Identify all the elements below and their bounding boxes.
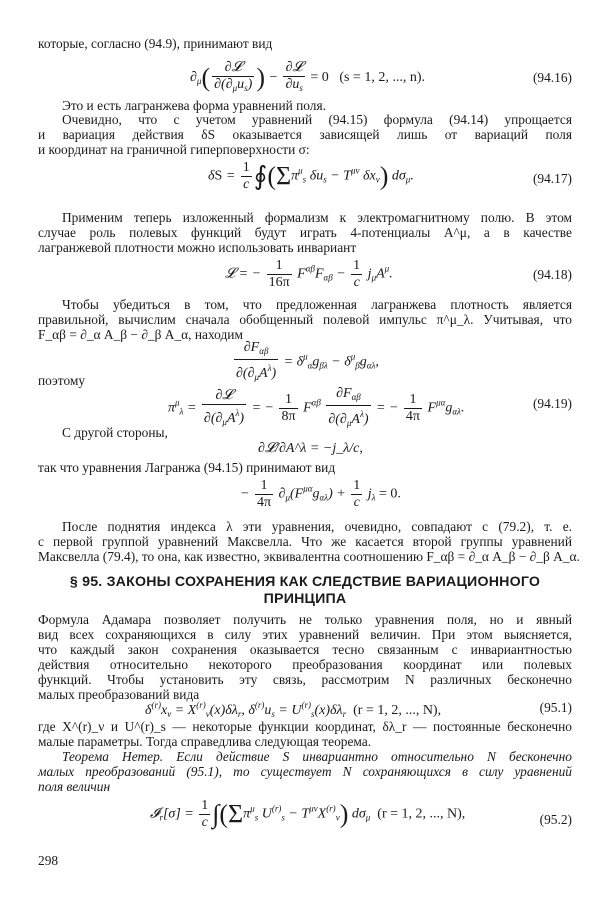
equation-number: (95.1) xyxy=(539,700,572,715)
equation-number: (94.17) xyxy=(532,171,572,186)
theorem-line: малых преобразований (95.1), то существует N сохраняющихся в силу уравнений xyxy=(38,764,572,779)
text-line: Очевидно, что с учетом уравнений (94.15) формула (94.14) упрощается xyxy=(62,112,572,127)
equation-lagrangian-derivative: ∂𝓛/∂A^λ = −j_λ/c, xyxy=(258,441,363,456)
text-line: действия относительно некоторого преобразования координат или полевых xyxy=(38,657,572,672)
theorem-line: поля величин xyxy=(38,779,111,794)
text-line: и вариация действия δS оказывается зависящей лишь от вариаций поля xyxy=(38,127,572,142)
text-line: Это и есть лагранжева форма уравнений поля. xyxy=(62,98,327,113)
text-line: С другой стороны, xyxy=(62,425,168,440)
equation-number: (94.16) xyxy=(532,70,572,85)
equation-94-19: $\pi^\mu_\lambda$ = $\frac{\text{∂𝓛}}{\partial(\partial_\mu A^\lambda)}$ = − $\frac{1}{8\pi}$ $F^{\alpha\beta}$ $\frac{\partial F_{\alpha\beta}}{\partial(\partial_\mu A^\lambda)}$ = − $\frac{1}{4\pi}$ $F^{\mu\alpha}g_{\alpha\lambda}$. xyxy=(168,386,465,428)
text-line: где X^(r)_ν и U^(r)_s — некоторые функции координат, δλ_r — постоянные бесконечно xyxy=(38,719,572,734)
equation-number: (95.2) xyxy=(539,812,572,827)
text-line: с первой группой уравнений Максвелла. Что же касается второй группы уравнений xyxy=(38,534,572,549)
theorem-line: Теорема Нетер. Если действие S инвариантно относительно N бесконечно xyxy=(62,749,572,764)
text-line: случае роль полевых функций будут играть 4-потенциалы A^μ, а в качестве xyxy=(38,225,572,240)
equation-94-17: δS = $\frac{1}{c}$ $∮(\Sigma\pi^\mu_s$ $\delta u_s - T^{\mu\nu}$ $\delta x_\nu$) $d\sigma_\mu$. xyxy=(208,160,414,192)
text-line: правильной, вычислим сначала обобщенный полевой импульс π^μ_λ. Учитывая, что xyxy=(38,312,572,327)
equation-lagrange: − $\frac{1}{4\pi}$ $\partial_\mu(F^{\mu\alpha}g_{\alpha\lambda})$ + $\frac{1}{c}$ $j_\lambda = 0$. xyxy=(240,478,401,510)
text-line: малых преобразований вида xyxy=(38,687,200,702)
section-heading: § 95. ЗАКОНЫ СОХРАНЕНИЯ КАК СЛЕДСТВИЕ ВАРИАЦИОННОГО xyxy=(69,574,541,590)
text-line: лагранжевой плотности можно использовать инвариант xyxy=(38,240,357,255)
text-line: поэтому xyxy=(38,373,86,388)
text-line: которые, согласно (94.9), принимают вид xyxy=(38,36,273,51)
text-line: функций. Чтобы установить эту связь, рассмотрим N различных бесконечно xyxy=(38,672,572,687)
text-line: Чтобы убедиться в том, что предложенная лагранжева плотность является xyxy=(62,297,572,312)
text-line: так что уравнения Лагранжа (94.15) принимают вид xyxy=(38,460,336,475)
equation-94-18: 𝓛 = − $\frac{1}{16\pi}$ $F^{\alpha\beta}F_{\alpha\beta}$ − $\frac{1}{c}$ $j_\mu A^\mu$. xyxy=(225,258,393,290)
equation-field-derivative: $\frac{\partial F_{\alpha\beta}}{\partial(\partial_\mu A^\lambda)}$ = $\delta^\mu_\alpha g_{\beta\lambda} - \delta^\mu_\beta g_{\alpha\lambda}$, xyxy=(236,340,379,382)
text-line: вид всех сохраняющихся в силу этих уравнений величин. При этом выясняется, xyxy=(38,627,572,642)
text-line: Применим теперь изложенный формализм к электромагнитному полю. В этом xyxy=(62,210,572,225)
text-line: После поднятия индекса λ эти уравнения, очевидно, совпадают с (79.2), т. е. xyxy=(62,519,572,534)
text-line: Формула Адамара позволяет получить не только уравнения поля, но и явный xyxy=(38,612,572,627)
equation-94-16: $\partial_\mu$( $\frac{\text{∂𝓛}}{\partial(\partial_\mu u_s)}$ ) − $\frac{\text{∂𝓛}}{\partial u_s}$ = 0 (s = 1, 2, ..., n). xyxy=(190,60,425,93)
text-line: и координат на граничной гиперповерхности σ: xyxy=(38,142,310,157)
equation-95-2: 𝓘$_r$[σ] = $\frac{1}{c}$ $\int(\Sigma\pi^\mu_s$ $U^{(r)}_s - T^{\mu\nu}X^{(r)}_\nu$) $d\sigma_\mu$ (r = 1, 2, ..., N), xyxy=(150,798,466,830)
equation-95-1: $\delta^{(r)}x_\nu = X^{(r)}_\nu(x)\delta\lambda_r$, $\delta^{(r)}u_s = U^{(r)}_s(x)\delta\lambda_r$ (r = 1, 2, ..., N), xyxy=(145,700,442,719)
equation-number: (94.18) xyxy=(532,267,572,282)
text-line: малые параметры. Тогда справедлива следующая теорема. xyxy=(38,734,372,749)
page-number: 298 xyxy=(38,853,59,868)
text-line: Максвелла (79.4), то она, как известно, эквивалентна соотношению F_αβ = ∂_α A_β − ∂_β A_α. xyxy=(38,549,580,564)
text-line: F_αβ = ∂_α A_β − ∂_β A_α, находим xyxy=(38,327,243,342)
section-heading: ПРИНЦИПА xyxy=(263,591,347,607)
equation-number: (94.19) xyxy=(532,396,572,411)
text-line: что каждый закон сохранения оказывается тесно связанным с инвариантностью xyxy=(38,642,572,657)
